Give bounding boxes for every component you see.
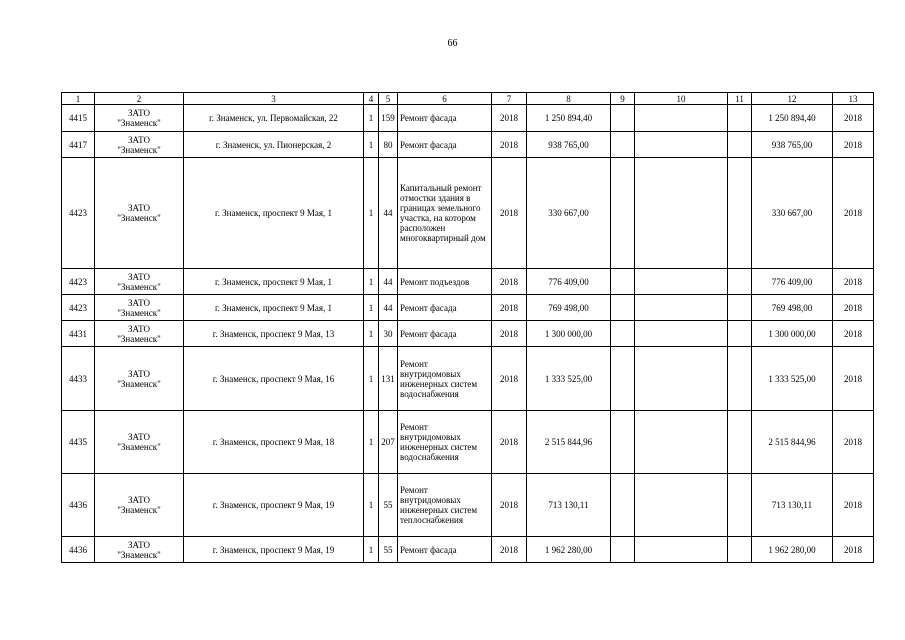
year-cell: 2018 <box>492 347 527 411</box>
column-header: 4 <box>364 93 379 105</box>
count-cell: 1 <box>364 537 379 563</box>
municipality-cell: ЗАТО "Знаменск" <box>95 105 184 132</box>
fund-cost-cell: 1 962 280,00 <box>752 537 833 563</box>
count-cell: 1 <box>364 474 379 537</box>
empty-cell <box>611 321 635 347</box>
municipality-cell: ЗАТО "Знаменск" <box>95 347 184 411</box>
apartments-cell: 55 <box>379 474 398 537</box>
empty-cell <box>611 537 635 563</box>
empty-cell <box>728 347 752 411</box>
empty-cell <box>728 158 752 269</box>
total-cost-cell: 2 515 844,96 <box>527 411 611 474</box>
total-cost-cell: 1 962 280,00 <box>527 537 611 563</box>
fund-cost-cell: 713 130,11 <box>752 474 833 537</box>
fund-cost-cell: 2 515 844,96 <box>752 411 833 474</box>
table-row <box>62 537 874 563</box>
municipality-cell: ЗАТО "Знаменск" <box>95 132 184 158</box>
address-cell: г. Знаменск, проспект 9 Мая, 18 <box>184 411 364 474</box>
fund-cost-cell: 1 250 894,40 <box>752 105 833 132</box>
fund-cost-cell: 1 333 525,00 <box>752 347 833 411</box>
table-row <box>62 411 874 474</box>
empty-cell <box>635 347 728 411</box>
page-number: 66 <box>447 38 458 49</box>
fund-cost-cell: 330 667,00 <box>752 158 833 269</box>
column-header: 6 <box>398 93 492 105</box>
object-number-cell: 4431 <box>62 321 95 347</box>
work-type-cell: Ремонт фасада <box>398 321 492 347</box>
count-cell: 1 <box>364 132 379 158</box>
total-cost-cell: 1 250 894,40 <box>527 105 611 132</box>
empty-cell <box>635 321 728 347</box>
apartments-cell: 55 <box>379 537 398 563</box>
fund-cost-cell: 769 498,00 <box>752 295 833 321</box>
empty-cell <box>635 295 728 321</box>
empty-cell <box>635 105 728 132</box>
work-type-cell: Ремонт фасада <box>398 132 492 158</box>
completion-year-cell: 2018 <box>833 537 874 563</box>
completion-year-cell: 2018 <box>833 158 874 269</box>
object-number-cell: 4417 <box>62 132 95 158</box>
municipality-cell: ЗАТО "Знаменск" <box>95 295 184 321</box>
empty-cell <box>611 295 635 321</box>
total-cost-cell: 769 498,00 <box>527 295 611 321</box>
object-number-cell: 4436 <box>62 474 95 537</box>
empty-cell <box>611 105 635 132</box>
column-header: 9 <box>611 93 635 105</box>
municipality-cell: ЗАТО "Знаменск" <box>95 321 184 347</box>
empty-cell <box>728 321 752 347</box>
year-cell: 2018 <box>492 537 527 563</box>
table-row <box>62 158 874 269</box>
year-cell: 2018 <box>492 411 527 474</box>
address-cell: г. Знаменск, проспект 9 Мая, 19 <box>184 474 364 537</box>
total-cost-cell: 1 333 525,00 <box>527 347 611 411</box>
total-cost-cell: 938 765,00 <box>527 132 611 158</box>
table-row <box>62 295 874 321</box>
empty-cell <box>635 474 728 537</box>
empty-cell <box>635 158 728 269</box>
object-number-cell: 4415 <box>62 105 95 132</box>
table-row <box>62 347 874 411</box>
count-cell: 1 <box>364 269 379 295</box>
address-cell: г. Знаменск, ул. Первомайская, 22 <box>184 105 364 132</box>
object-number-cell: 4436 <box>62 537 95 563</box>
empty-cell <box>635 411 728 474</box>
total-cost-cell: 1 300 000,00 <box>527 321 611 347</box>
year-cell: 2018 <box>492 321 527 347</box>
apartments-cell: 44 <box>379 269 398 295</box>
apartments-cell: 131 <box>379 347 398 411</box>
work-type-cell: Ремонт внутридомовых инженерных систем теплоснабжения <box>398 474 492 537</box>
apartments-cell: 80 <box>379 132 398 158</box>
object-number-cell: 4435 <box>62 411 95 474</box>
year-cell: 2018 <box>492 295 527 321</box>
empty-cell <box>635 537 728 563</box>
column-header: 8 <box>527 93 611 105</box>
completion-year-cell: 2018 <box>833 269 874 295</box>
empty-cell <box>728 537 752 563</box>
object-number-cell: 4423 <box>62 158 95 269</box>
table-row <box>62 269 874 295</box>
fund-cost-cell: 938 765,00 <box>752 132 833 158</box>
column-header: 12 <box>752 93 833 105</box>
year-cell: 2018 <box>492 474 527 537</box>
municipality-cell: ЗАТО "Знаменск" <box>95 411 184 474</box>
column-header: 2 <box>95 93 184 105</box>
empty-cell <box>611 347 635 411</box>
table-row <box>62 321 874 347</box>
empty-cell <box>728 474 752 537</box>
completion-year-cell: 2018 <box>833 474 874 537</box>
completion-year-cell: 2018 <box>833 132 874 158</box>
address-cell: г. Знаменск, проспект 9 Мая, 1 <box>184 158 364 269</box>
object-number-cell: 4423 <box>62 269 95 295</box>
work-type-cell: Ремонт внутридомовых инженерных систем водоснабжения <box>398 411 492 474</box>
total-cost-cell: 776 409,00 <box>527 269 611 295</box>
year-cell: 2018 <box>492 132 527 158</box>
empty-cell <box>611 474 635 537</box>
object-number-cell: 4433 <box>62 347 95 411</box>
count-cell: 1 <box>364 347 379 411</box>
year-cell: 2018 <box>492 158 527 269</box>
table-row <box>62 105 874 132</box>
year-cell: 2018 <box>492 269 527 295</box>
work-type-cell: Ремонт фасада <box>398 295 492 321</box>
apartments-cell: 159 <box>379 105 398 132</box>
apartments-cell: 44 <box>379 158 398 269</box>
work-type-cell: Ремонт фасада <box>398 537 492 563</box>
year-cell: 2018 <box>492 105 527 132</box>
address-cell: г. Знаменск, проспект 9 Мая, 13 <box>184 321 364 347</box>
completion-year-cell: 2018 <box>833 321 874 347</box>
empty-cell <box>728 411 752 474</box>
completion-year-cell: 2018 <box>833 411 874 474</box>
completion-year-cell: 2018 <box>833 347 874 411</box>
empty-cell <box>611 269 635 295</box>
column-header: 5 <box>379 93 398 105</box>
column-header: 7 <box>492 93 527 105</box>
work-type-cell: Ремонт внутридомовых инженерных систем водоснабжения <box>398 347 492 411</box>
column-header: 13 <box>833 93 874 105</box>
column-header: 10 <box>635 93 728 105</box>
total-cost-cell: 713 130,11 <box>527 474 611 537</box>
work-type-cell: Ремонт фасада <box>398 105 492 132</box>
municipality-cell: ЗАТО "Знаменск" <box>95 158 184 269</box>
address-cell: г. Знаменск, проспект 9 Мая, 19 <box>184 537 364 563</box>
completion-year-cell: 2018 <box>833 105 874 132</box>
table-row <box>62 132 874 158</box>
column-header: 3 <box>184 93 364 105</box>
empty-cell <box>611 158 635 269</box>
address-cell: г. Знаменск, ул. Пионерская, 2 <box>184 132 364 158</box>
fund-cost-cell: 1 300 000,00 <box>752 321 833 347</box>
column-header: 1 <box>62 93 95 105</box>
address-cell: г. Знаменск, проспект 9 Мая, 1 <box>184 295 364 321</box>
object-number-cell: 4423 <box>62 295 95 321</box>
column-number-header-row <box>62 93 874 105</box>
fund-cost-cell: 776 409,00 <box>752 269 833 295</box>
count-cell: 1 <box>364 411 379 474</box>
table-row <box>62 474 874 537</box>
apartments-cell: 44 <box>379 295 398 321</box>
repair-schedule-table <box>61 92 874 563</box>
count-cell: 1 <box>364 321 379 347</box>
count-cell: 1 <box>364 295 379 321</box>
empty-cell <box>635 132 728 158</box>
apartments-cell: 207 <box>379 411 398 474</box>
empty-cell <box>611 132 635 158</box>
empty-cell <box>728 132 752 158</box>
count-cell: 1 <box>364 158 379 269</box>
count-cell: 1 <box>364 105 379 132</box>
total-cost-cell: 330 667,00 <box>527 158 611 269</box>
empty-cell <box>635 269 728 295</box>
empty-cell <box>611 411 635 474</box>
address-cell: г. Знаменск, проспект 9 Мая, 1 <box>184 269 364 295</box>
empty-cell <box>728 269 752 295</box>
address-cell: г. Знаменск, проспект 9 Мая, 16 <box>184 347 364 411</box>
work-type-cell: Капитальный ремонт отмостки здания в границах земельного участка, на котором расположен многоквартирный дом <box>398 158 492 269</box>
empty-cell <box>728 105 752 132</box>
work-type-cell: Ремонт подъездов <box>398 269 492 295</box>
apartments-cell: 30 <box>379 321 398 347</box>
column-header: 11 <box>728 93 752 105</box>
municipality-cell: ЗАТО "Знаменск" <box>95 537 184 563</box>
completion-year-cell: 2018 <box>833 295 874 321</box>
empty-cell <box>728 295 752 321</box>
municipality-cell: ЗАТО "Знаменск" <box>95 269 184 295</box>
municipality-cell: ЗАТО "Знаменск" <box>95 474 184 537</box>
